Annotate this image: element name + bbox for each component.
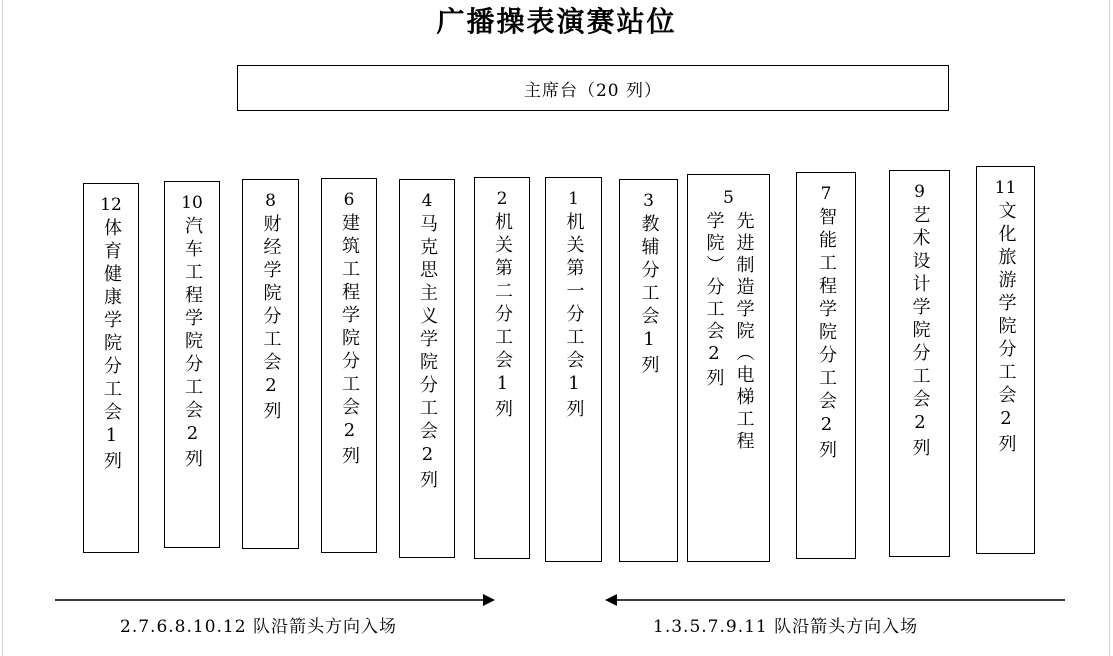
team-number: 2 xyxy=(496,189,508,209)
team-number: 7 xyxy=(820,184,832,204)
team-name: 智能工程学院分工会2列 xyxy=(816,207,837,463)
team-name: 汽车工程学院分工会2列 xyxy=(182,216,203,472)
team-name: 先进制造学院（电梯工程学院）分工会2列 xyxy=(703,211,755,453)
team-name: 机关第一分工会1列 xyxy=(563,212,585,422)
team-name: 马克思主义学院分工会2列 xyxy=(417,214,438,493)
team-name: 建筑工程学院分工会2列 xyxy=(339,213,360,469)
team-box-9 xyxy=(889,170,950,557)
team-name: 艺术设计学院分工会2列 xyxy=(909,205,931,461)
team-name: 文化旅游学院分工会2列 xyxy=(995,201,1017,457)
team-number: 9 xyxy=(914,182,925,202)
team-name: 教辅分工会1列 xyxy=(638,214,660,378)
arrow-right-icon xyxy=(55,590,497,610)
team-box-5 xyxy=(687,174,770,562)
team-name: 财经学院分工会2列 xyxy=(260,214,282,424)
page-border-left xyxy=(2,0,3,656)
team-box-3 xyxy=(619,179,678,562)
team-number: 1 xyxy=(568,189,579,209)
team-box-11 xyxy=(976,166,1035,554)
page-border-right xyxy=(1109,0,1110,656)
team-number: 4 xyxy=(421,191,433,211)
team-number: 5 xyxy=(723,188,734,208)
team-number: 3 xyxy=(643,191,654,211)
team-box-8 xyxy=(242,179,299,549)
team-number: 11 xyxy=(994,178,1017,198)
team-box-1 xyxy=(545,177,602,562)
team-box-4 xyxy=(399,179,455,558)
team-box-2 xyxy=(474,177,530,559)
team-number: 6 xyxy=(343,190,355,210)
team-box-12 xyxy=(83,183,139,553)
main-stage-label: 主席台（20 列） xyxy=(523,80,663,101)
team-number: 12 xyxy=(100,195,122,215)
team-number: 10 xyxy=(181,193,203,213)
team-number: 8 xyxy=(265,191,276,211)
team-name: 体育健康学院分工会1列 xyxy=(101,218,122,474)
diagram-title: 广播操表演赛站位 xyxy=(436,5,677,38)
team-name: 机关第二分工会1列 xyxy=(492,212,513,422)
team-box-10 xyxy=(164,181,220,548)
left-entry-caption: 2.7.6.8.10.12 队沿箭头方向入场 xyxy=(120,617,397,637)
right-entry-caption: 1.3.5.7.9.11 队沿箭头方向入场 xyxy=(653,617,919,637)
team-box-7 xyxy=(796,172,856,559)
team-box-6 xyxy=(321,178,377,553)
main-stage-box xyxy=(237,65,949,111)
arrow-left-icon xyxy=(603,590,1065,610)
